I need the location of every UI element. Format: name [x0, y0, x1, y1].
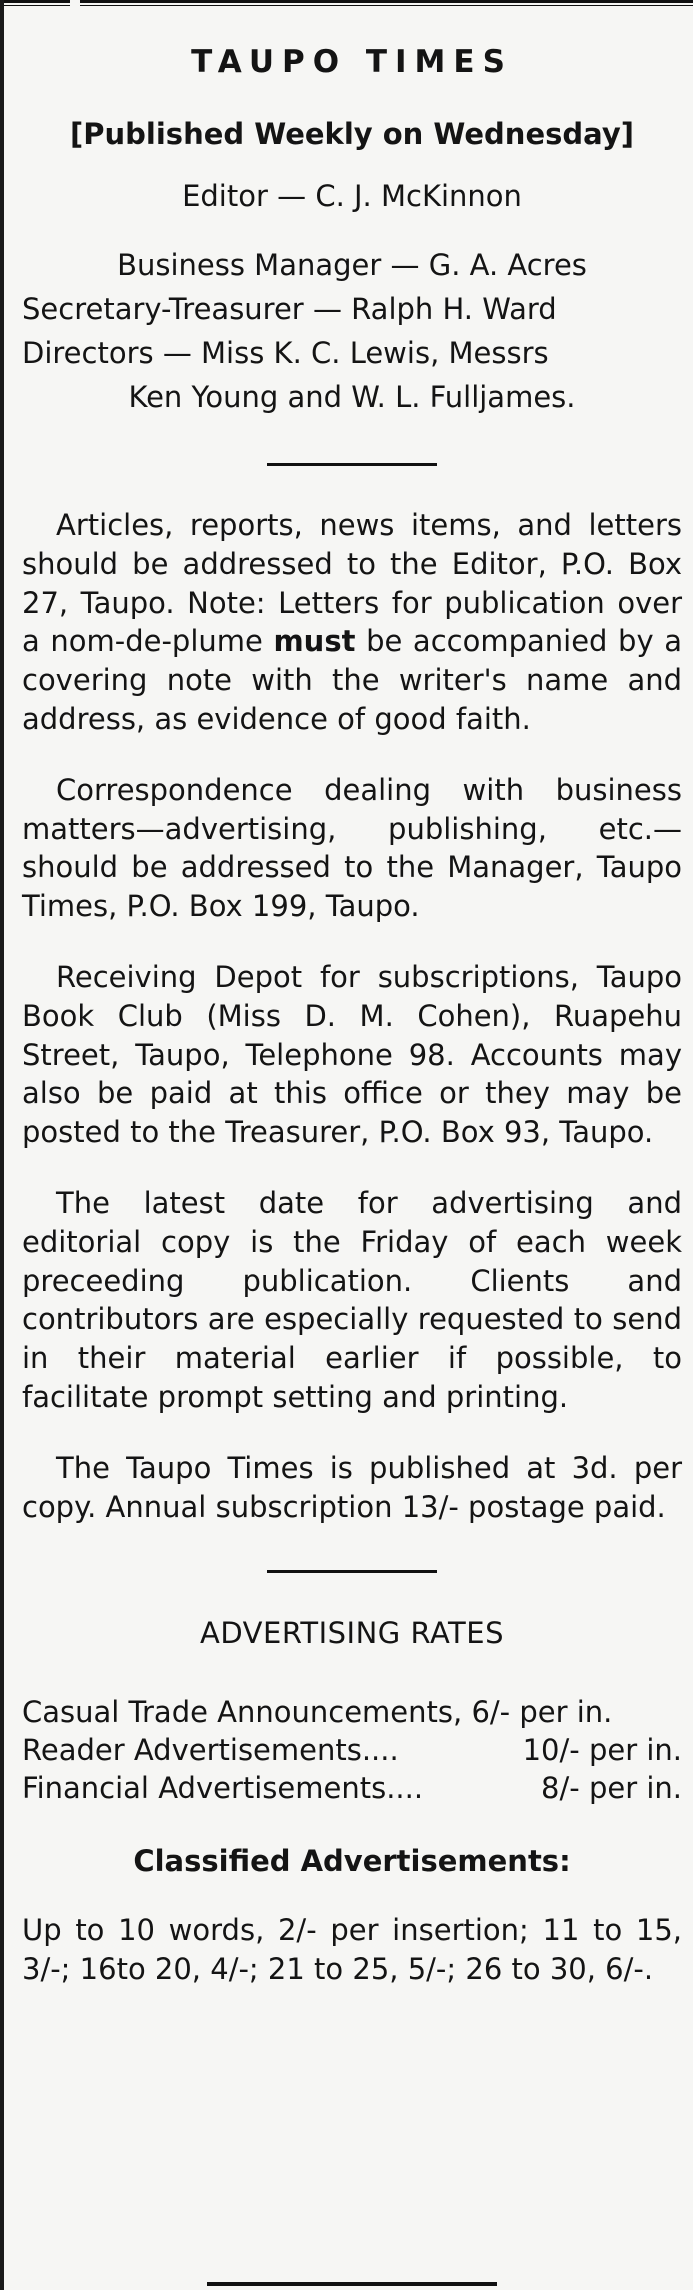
advertising-rates-title: ADVERTISING RATES [200, 1616, 504, 1651]
article-column [22, 28, 682, 1989]
articles-paragraph [22, 506, 682, 739]
deadline-paragraph: The latest date for advertising and editorial copy is the Friday of each week preceeding publication. Clients and contributors are especially requested to send in their material earlier if possible, to facilitate prompt setting and printing. [22, 1185, 682, 1414]
rate-financial: Financial Advertisements .... 8/- per in. [22, 1771, 682, 1806]
top-border-rule [0, 0, 693, 6]
business-manager-line: Business Manager — G. A. Acres [117, 248, 587, 282]
articles-emphasis: must [273, 624, 356, 659]
receiving-depot-paragraph: Receiving Depot for subscriptions, Taupo Book Club (Miss D. M. Cohen), Ruapehu Street, Taupo, Telephone 98. Accounts may also be paid at this office or they may be posted to the Treasurer, P.O. Box 93, Taupo. [22, 959, 682, 1150]
left-column-rule [0, 0, 4, 2290]
correspondence-paragraph: Correspondence dealing with business matters—advertising, publishing, etc.—should be addressed to the Manager, Taupo Times, P.O. Box 199, Taupo. [22, 772, 682, 924]
section-divider [267, 463, 437, 466]
articles-text-1: Articles, reports, news items, and letters should be addressed to the Editor, P.O. Box 27, Taupo. Note: Letters for publication over a nom-de-plume [22, 508, 682, 659]
publication-frequency: [Published Weekly on Wednesday] [70, 117, 634, 151]
price-paragraph: The Taupo Times is published at 3d. per copy. Annual subscription 13/- postage paid. [22, 1450, 682, 1524]
classified-rates-text: Up to 10 words, 2/- per insertion; 11 to 15, 3/-; 16to 20, 4/-; 21 to 25, 5/-; 26 to 30, 6/-. [22, 1913, 682, 1987]
secretary-treasurer-line: Secretary-Treasurer — Ralph H. Ward [22, 292, 557, 326]
directors-line-1: Directors — Miss K. C. Lewis, Messrs [22, 336, 549, 370]
bottom-divider [207, 2282, 497, 2286]
staff-list [22, 174, 682, 419]
rate-casual-trade: Casual Trade Announcements, 6/- per in. [22, 1695, 613, 1730]
articles-text-2: be accompanied by a covering note with the writer's name and address, as evidence of good faith. [22, 624, 682, 736]
rates-list [22, 1693, 682, 1807]
masthead-title: TAUPO TIMES [191, 44, 513, 80]
directors-line-2: Ken Young and W. L. Fulljames. [128, 380, 576, 414]
rate-reader: Reader Advertisements .... 10/- per in. [22, 1733, 682, 1768]
classified-title: Classified Advertisements: [133, 1844, 571, 1879]
section-divider [267, 1570, 437, 1573]
editor-line: Editor — C. J. McKinnon [182, 179, 522, 213]
